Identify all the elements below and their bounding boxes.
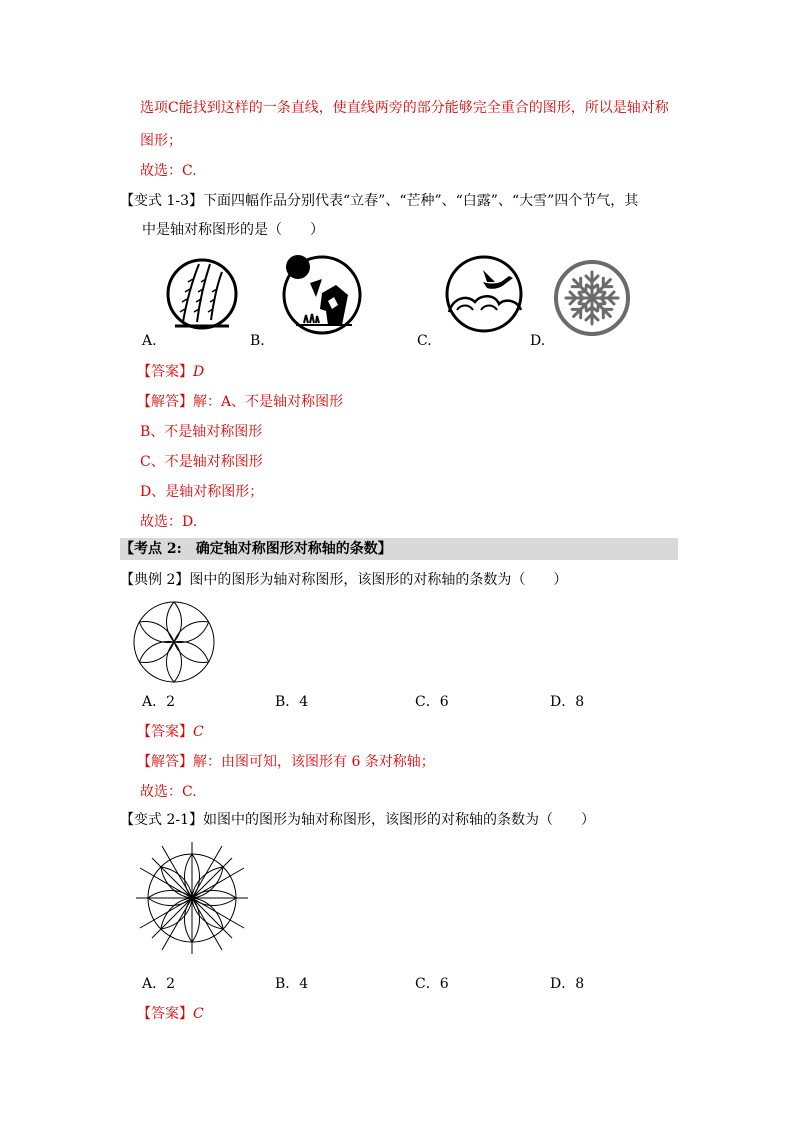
variant-1-3-stem-line2: 中是轴对称图形的是（ ） [142,222,324,238]
willow-figure [165,254,239,334]
example-2-tag: 【典例 2】 [120,572,190,588]
solution-line: 解：A、不是轴对称图形 [193,394,344,410]
example-2-question [120,570,567,590]
answer-tag: 【答案】 [137,364,193,380]
variant-1-3-choice: 故选：D. [140,514,198,530]
flower-with-axes-figure [134,840,250,956]
option-a-label: A. [142,333,157,349]
prev-solution-line2: 图形； [140,133,182,149]
variant-2-1-option-d: D．8 [550,976,585,992]
example-2-option-a: A．2 [142,694,176,710]
solution-line: 解：由图可知，该图形有 6 条对称轴； [193,754,435,770]
solution-tag: 【解答】 [137,394,193,410]
variant-2-1-option-a: A．2 [142,976,176,992]
example-2-option-d: D．8 [550,694,585,710]
variant-1-3-question [120,191,638,211]
section-2-title: 【考点 2: 确定轴对称图形对称轴的条数】 [120,541,392,557]
variant-1-3-solution [137,392,343,412]
solution-tag: 【解答】 [137,754,193,770]
example-2-answer [137,722,204,742]
solution-line: D、是轴对称图形； [140,484,264,500]
prev-choice: 故选：C. [140,163,197,179]
answer-tag: 【答案】 [137,1006,193,1022]
variant-2-1-option-b: B．4 [275,976,309,992]
solution-line: C、不是轴对称图形 [140,454,263,470]
answer-value: C [193,1006,204,1022]
variant-1-3-stem-line1: 下面四幅作品分别代表“立春”、“芒种”、“白露”、“大雪”四个节气，其 [203,193,639,209]
variant-1-3-answer [137,362,204,382]
variant-2-1-tag: 【变式 2-1】 [120,812,203,828]
prev-solution-line1: 选项C能找到这样的一条直线，使直线两旁的部分能够完全重合的图形，所以是轴对称 [140,100,669,116]
variant-2-1-question [120,810,595,830]
variant-2-1-option-c: C．6 [415,976,449,992]
house-sun-figure [276,253,364,337]
variant-1-3-tag: 【变式 1-3】 [120,193,203,209]
answer-tag: 【答案】 [137,724,193,740]
variant-2-1-answer [137,1004,204,1024]
example-2-option-c: C．6 [415,694,449,710]
solution-line: B、不是轴对称图形 [140,424,263,440]
option-b-label: B. [250,333,265,349]
snowflake-figure [552,258,632,338]
example-2-option-b: B．4 [275,694,309,710]
answer-value: D [193,364,205,380]
six-petal-flower-figure [132,600,216,684]
goose-hills-figure [443,254,525,334]
answer-value: C [193,724,204,740]
option-d-label: D. [530,333,546,349]
example-2-choice: 故选：C. [140,784,197,800]
variant-2-1-stem: 如图中的图形为轴对称图形，该图形的对称轴的条数为（ ） [203,812,595,828]
option-c-label: C. [417,333,432,349]
example-2-stem: 图中的图形为轴对称图形，该图形的对称轴的条数为（ ） [189,572,568,588]
example-2-solution [137,752,435,772]
